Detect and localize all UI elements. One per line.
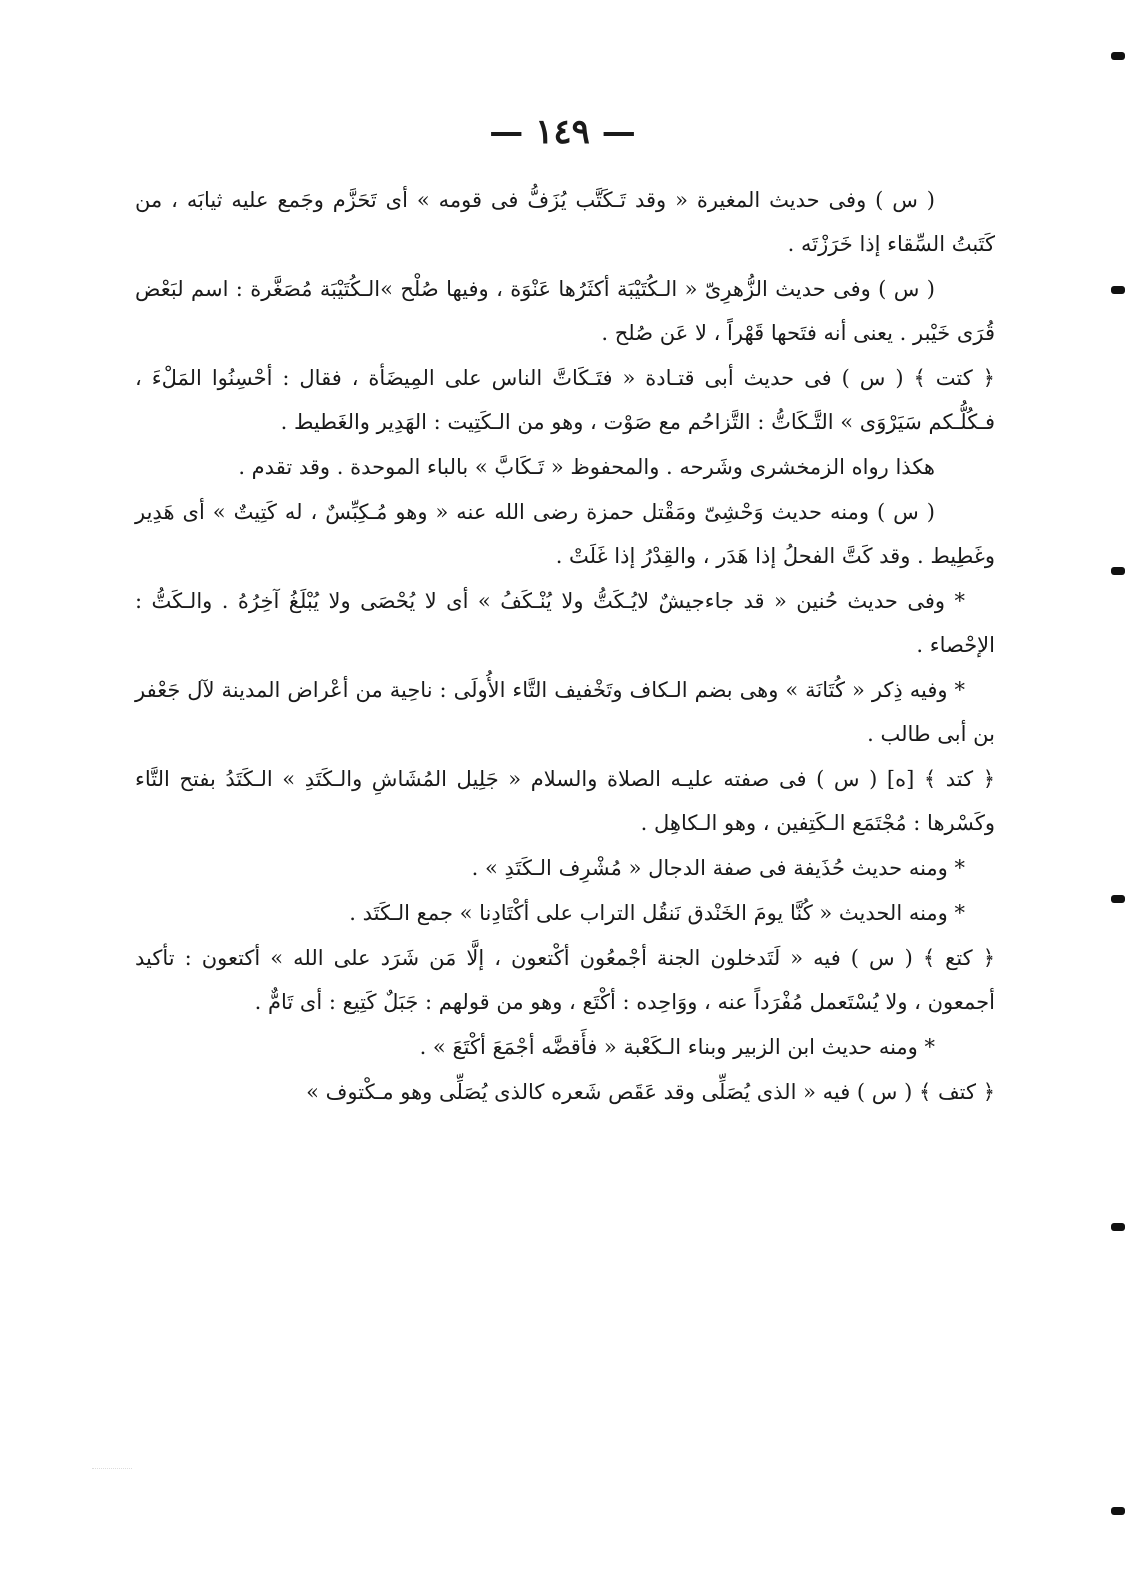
paragraph-headword-entry: ﴿ كتت ﴾ ( س ) فى حديث أبى قتـادة « فتَـكَاتَّ الناس على المِيضَأة ، فقال : أحْسِنُوا المَلْءَ ، فـكُلُّـكم سَيَرْوَى » التَّـكَاتُّ : التَّزاحُم مع صَوْت ، وهو من الـكَتِيت : الهَدِير والغَطيط . [135,366,995,434]
paragraph: هكذا رواه الزمخشرى وشَرحه . والمحفوظ « تَـكَابَّ » بالباء الموحدة . وقد تقدم . [238,455,935,479]
paragraph: * ومنه حديث حُذَيفة فى صفة الدجال « مُشْرِف الـكَتَدِ » . [471,856,965,880]
body-text [135,178,995,1115]
paragraph: ( س ) ومنه حديث وَحْشِىّ ومَقْتل حمزة رضى الله عنه « وهو مُـكِبِّسٌ ، له كَتِيتٌ » أى هَدِير وغَطِيط . وقد كَتَّ الفحلُ إذا هَدَر ، والقِدْرُ إذا غَلَتْ . [135,500,995,568]
margin-mark [1111,1223,1125,1231]
paragraph: * ومنه حديث ابن الزبير وبناء الـكَعْبة « فأَقضَّه أجْمَعَ أكْتَعَ » . [419,1035,935,1059]
margin-mark [1111,895,1125,903]
margin-mark [1111,286,1125,294]
margin-mark [1111,1507,1125,1515]
page-number: — ١٤٩ — [489,112,636,152]
paragraph-headword-entry: ﴿ كتع ﴾ ( س ) فيه « لَتَدخلون الجنة أجْمعُون أكْتعون ، إلَّا مَن شَرَد على الله » أكتعون : تأكيد أجمعون ، ولا يُسْتَعمل مُفْرَداً عنه ، ووَاحِده : أكْتَع ، وهو من قولهم : جَبَلٌ كَتِيع : أى تَامٌّ . [135,946,995,1014]
paragraph: * وفيه ذِكر « كُتَانَة » وهى بضم الـكاف وتَخْفيف التَّاء الأُولَى : ناحِية من أعْراض المدينة لآل جَعْفر بن أبى طالب . [135,678,995,746]
paragraph: ( س ) وفى حديث الزُّهرِىّ « الـكُتَيْبَة أكثَرُها عَنْوَة ، وفيها صُلْح »الـكُتَيْبَة مُصَغَّرة : اسم لبَعْض قُرَى خَيْبر . يعنى أنه فتَحها قَهْراً ، لا عَن صُلح . [135,277,995,345]
paragraph: ( س ) وفى حديث المغيرة « وقد تَـكَتَّب يُزَفُّ فى قومه » أى تَحَزَّم وجَمع عليه ثيابَه ، من كَتَبتُ السِّقاء إذا خَرَزْتَه . [135,188,995,256]
margin-mark [1111,52,1125,60]
paragraph-headword-entry: ﴿ كتف ﴾ ( س ) فيه « الذى يُصَلِّى وقد عَقَص شَعره كالذى يُصَلِّى وهو مـكْتوف » [306,1080,995,1104]
paragraph: * وفى حديث حُنين « قد جاءجيشٌ لايُـكَتُّ ولا يُنْـكَفُ » أى لا يُحْصَى ولا يُبْلَغُ آخِرُهُ . والـكَتُّ : الإحْصاء . [135,589,995,657]
paragraph: * ومنه الحديث « كُنَّا يومَ الخَنْدق نَنقُل التراب على أكْتَادِنا » جمع الـكَتَد . [349,901,965,925]
margin-mark [1111,567,1125,575]
paragraph-headword-entry: ﴿ كتد ﴾ [ه] ( س ) فى صفته عليـه الصلاة والسلام « جَلِيل المُشَاشِ والـكَتَدِ » الـكَتَدُ بفتح التَّاء وكَسْرها : مُجْتَمَع الـكَتِفين ، وهو الـكاهِل . [135,767,995,835]
scan-speck [92,1468,132,1483]
